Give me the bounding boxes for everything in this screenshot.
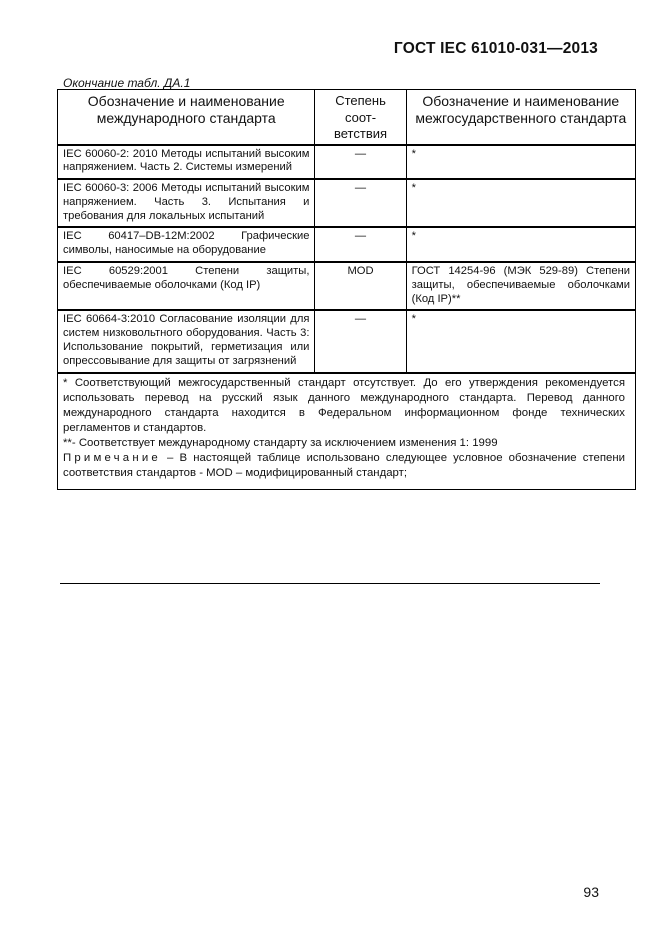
international-standard-cell: IEC 60060-3: 2006 Методы испытаний высоким напряжением. Часть 3. Испытания и требования для локальных испытаний xyxy=(58,179,315,227)
page-number: 93 xyxy=(583,884,599,900)
correspondence-table xyxy=(57,89,636,490)
interstate-standard-cell: * xyxy=(406,310,635,372)
table-row xyxy=(58,227,636,262)
table-row xyxy=(58,145,636,180)
table-row xyxy=(58,262,636,310)
footnote-amendment: **- Соответствует международному стандарту за исключением изменения 1: 1999 xyxy=(63,436,498,449)
international-standard-cell: IEC 60529:2001 Степени защиты, обеспечиваемые оболочками (Код IP) xyxy=(58,262,315,310)
footnote-missing-standard: * Соответствующий межгосударственный стандарт отсутствует. До его утверждения рекомендуется использовать перевод на русский язык данного международного стандарта. Перевод данного международного стандарта находится в Федеральном информационном фонде технических регламентов и стандартов. xyxy=(63,376,625,434)
bottom-divider xyxy=(60,583,600,584)
degree-cell: — xyxy=(315,145,406,180)
degree-cell: — xyxy=(315,179,406,227)
interstate-standard-cell: * xyxy=(406,145,635,180)
table-caption: Окончание табл. ДА.1 xyxy=(63,76,191,90)
degree-cell: — xyxy=(315,227,406,262)
table-header-row xyxy=(58,90,636,145)
table-notes-cell xyxy=(58,373,636,490)
international-standard-cell: IEC 60664-3:2010 Согласование изоляции для систем низковольтного оборудования. Часть 3: Использование покрытий, герметизация или опрессовывание для защиты от загрязнений xyxy=(58,310,315,372)
column-header-interstate: Обозначение и наименование межгосударственного стандарта xyxy=(406,90,635,145)
interstate-standard-cell: ГОСТ 14254-96 (МЭК 529-89) Степени защиты, обеспечиваемые оболочками (Код IP)** xyxy=(406,262,635,310)
international-standard-cell: IEC 60060-2: 2010 Методы испытаний высоким напряжением. Часть 2. Системы измерений xyxy=(58,145,315,180)
interstate-standard-cell: * xyxy=(406,179,635,227)
international-standard-cell: IEC 60417–DB-12M:2002 Графические символы, наносимые на оборудование xyxy=(58,227,315,262)
degree-cell: MOD xyxy=(315,262,406,310)
table-remark xyxy=(63,451,625,481)
table-notes-row xyxy=(58,373,636,490)
degree-cell: — xyxy=(315,310,406,372)
document-code: ГОСТ IEC 61010-031—2013 xyxy=(393,40,598,57)
column-header-degree: Степень соот-ветствия xyxy=(315,90,406,145)
column-header-international: Обозначение и наименование международного стандарта xyxy=(58,90,315,145)
remark-label: Примечание xyxy=(63,451,161,464)
table-row xyxy=(58,179,636,227)
table-row xyxy=(58,310,636,372)
remark-text: – В настоящей таблице использовано следующее условное обозначение степени соответствия стандартов - MOD – модифицированный стандарт; xyxy=(63,451,625,479)
interstate-standard-cell: * xyxy=(406,227,635,262)
